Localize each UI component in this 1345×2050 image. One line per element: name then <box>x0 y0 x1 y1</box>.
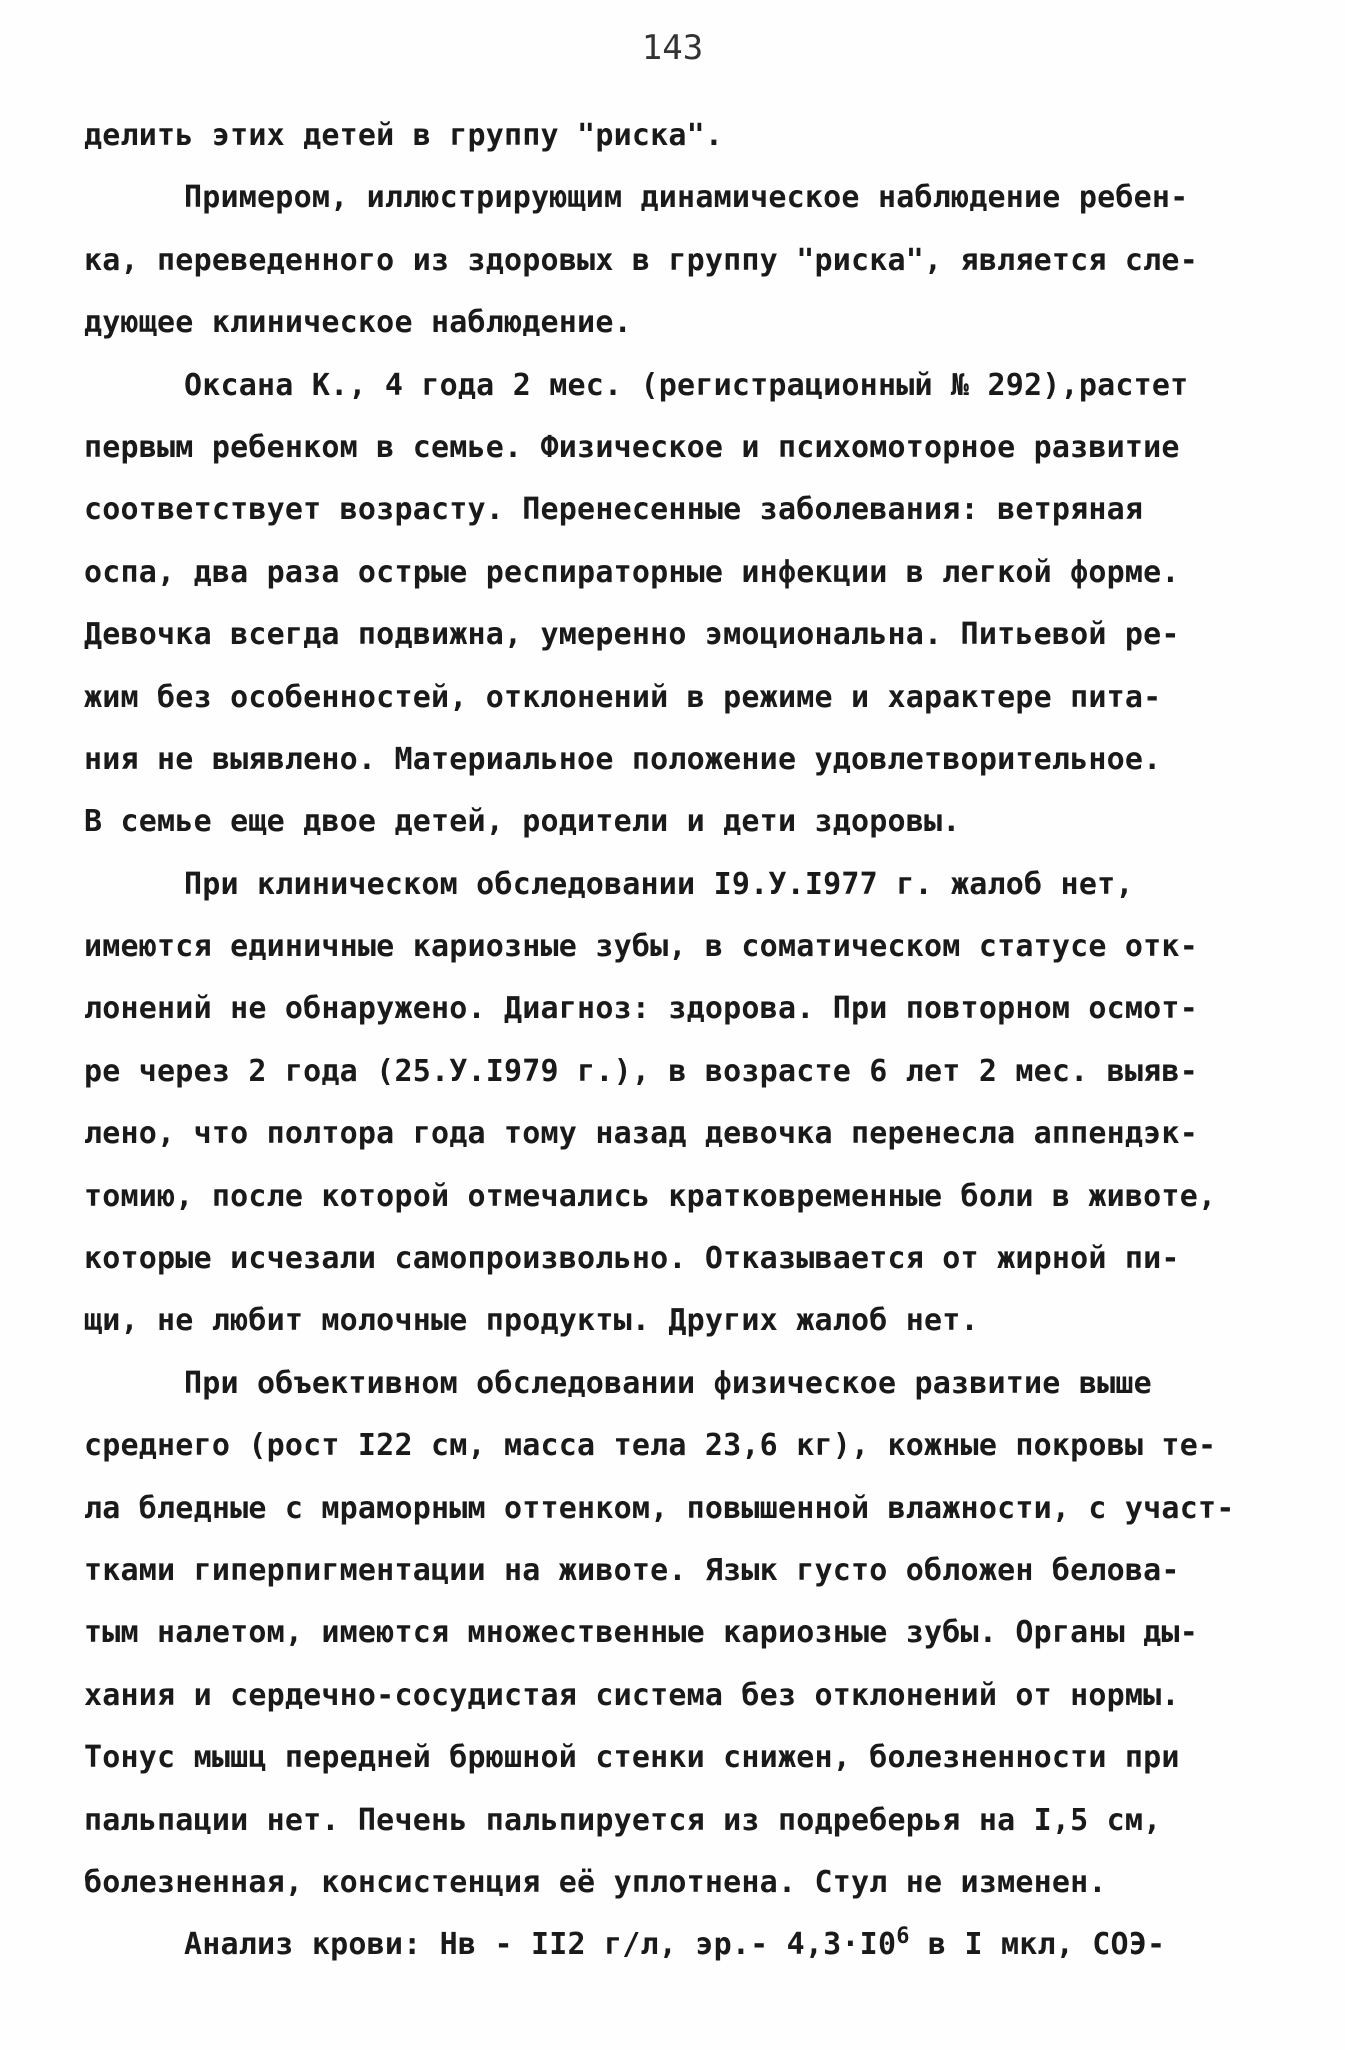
text-line: дующее клиническое наблюдение. <box>84 305 632 341</box>
text-line: болезненная, консистенция её уплотнена. Стул не изменен. <box>84 1864 1107 1900</box>
text-line: которые исчезали самопроизвольно. Отказывается от жирной пи- <box>84 1241 1180 1277</box>
superscript-exponent: 6 <box>896 1924 910 1950</box>
last-line-before-sup: Анализ крови: Нв - II2 г/л, эр.- 4,3·I0 <box>184 1927 897 1963</box>
text-line: тым налетом, имеются множественные кариозные зубы. Органы ды- <box>84 1615 1198 1651</box>
text-line: лонений не обнаружено. Диагноз: здорова. При повторном осмот- <box>84 991 1198 1027</box>
last-line-after-sup: в I мкл, СОЭ- <box>909 1927 1166 1963</box>
text-line: томию, после которой отмечались кратковременные боли в животе, <box>84 1178 1217 1214</box>
text-line: Девочка всегда подвижна, умеренно эмоциональна. Питьевой ре- <box>84 617 1180 653</box>
text-line: среднего (рост I22 см, масса тела 23,6 кг), кожные покровы те- <box>84 1428 1217 1464</box>
text-line: ния не выявлено. Материальное положение удовлетворительное. <box>84 741 1162 777</box>
text-line: Примером, иллюстрирующим динамическое наблюдение ребен- <box>184 180 1189 216</box>
text-line: жим без особенностей, отклонений в режиме и характере пита- <box>84 679 1162 715</box>
text-line: пальпации нет. Печень пальпируется из подреберья на I,5 см, <box>84 1802 1162 1838</box>
text-line: тками гиперпигментации на животе. Язык густо обложен белова- <box>84 1552 1180 1588</box>
text-line: оспа, два раза острые респираторные инфекции в легкой форме. <box>84 554 1180 590</box>
text-line: Тонус мышц передней брюшной стенки снижен, болезненности при <box>84 1740 1180 1776</box>
text-line: соответствует возрасту. Перенесенные заболевания: ветряная <box>84 492 1144 528</box>
body-text <box>84 105 1284 1977</box>
text-line: ка, переведенного из здоровых в группу "риска", является сле- <box>84 242 1198 278</box>
text-line: лено, что полтора года тому назад девочка перенесла аппендэк- <box>84 1116 1198 1152</box>
text-line-last <box>84 1914 1284 1976</box>
text-line: имеются единичные кариозные зубы, в соматическом статусе отк- <box>84 929 1198 965</box>
text-line: ла бледные с мраморным оттенком, повышенной влажности, с участ- <box>84 1490 1235 1526</box>
text-line: При клиническом обследовании I9.У.I977 г. жалоб нет, <box>184 866 1134 902</box>
text-line: ре через 2 года (25.У.I979 г.), в возрасте 6 лет 2 мес. выяв- <box>84 1053 1198 1089</box>
page-number: 143 <box>641 28 704 68</box>
text-line: делить этих детей в группу "риска". <box>84 118 724 153</box>
text-line: первым ребенком в семье. Физическое и психомоторное развитие <box>84 429 1180 465</box>
text-line: При объективном обследовании физическое развитие выше <box>184 1365 1152 1401</box>
text-line: Оксана К., 4 года 2 мес. (регистрационный № 292),растет <box>184 367 1189 403</box>
text-line: В семье еще двое детей, родители и дети здоровы. <box>84 804 961 840</box>
text-line: щи, не любит молочные продукты. Других жалоб нет. <box>84 1303 979 1339</box>
text-line: хания и сердечно-сосудистая система без отклонений от нормы. <box>84 1677 1180 1713</box>
